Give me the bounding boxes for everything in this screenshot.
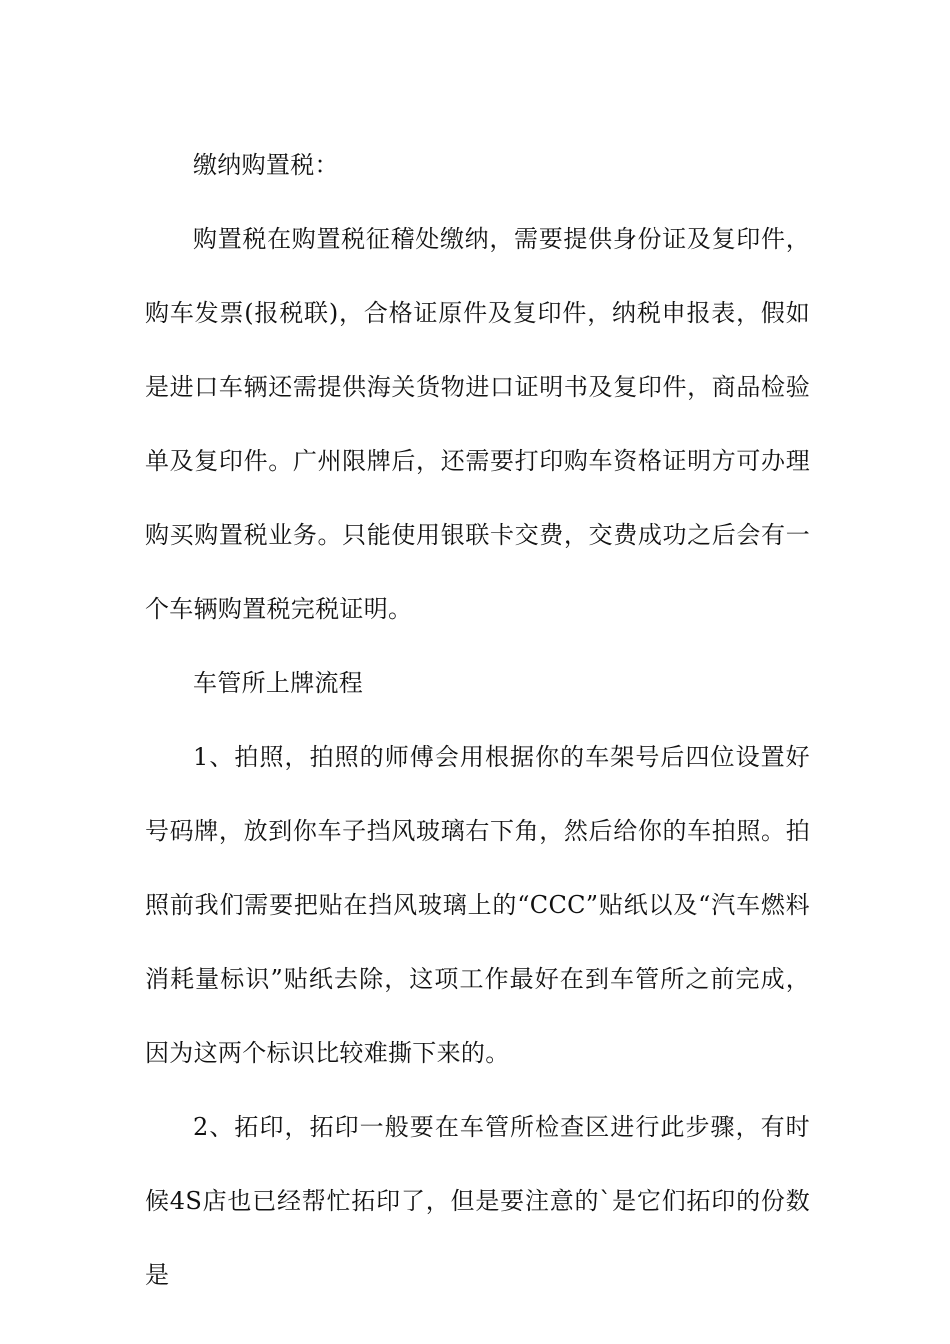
paragraph-step-rubbing: 2、拓印，拓印一般要在车管所检查区进行此步骤，有时候4S店也已经帮忙拓印了，但是要注意的`是它们拓印的份数是	[145, 1113, 810, 1289]
heading-registration-process: 车管所上牌流程	[193, 669, 364, 697]
heading-purchase-tax: 缴纳购置税：	[193, 151, 339, 179]
paragraph-step-photo: 1、拍照，拍照的师傅会用根据你的车架号后四位设置好号码牌，放到你车子挡风玻璃右下角，然后给你的车拍照。拍照前我们需要把贴在挡风玻璃上的“CCC”贴纸以及“汽车燃料消耗量标识”贴纸去除，这项工作最好在到车管所之前完成，因为这两个标识比较难撕下来的。	[145, 743, 810, 1067]
document-body	[145, 128, 810, 1312]
paragraph-purchase-tax: 购置税在购置税征稽处缴纳，需要提供身份证及复印件，购车发票(报税联)，合格证原件及复印件，纳税申报表，假如是进口车辆还需提供海关货物进口证明书及复印件，商品检验单及复印件。广州限牌后，还需要打印购车资格证明方可办理购买购置税业务。只能使用银联卡交费，交费成功之后会有一个车辆购置税完税证明。	[145, 225, 810, 623]
